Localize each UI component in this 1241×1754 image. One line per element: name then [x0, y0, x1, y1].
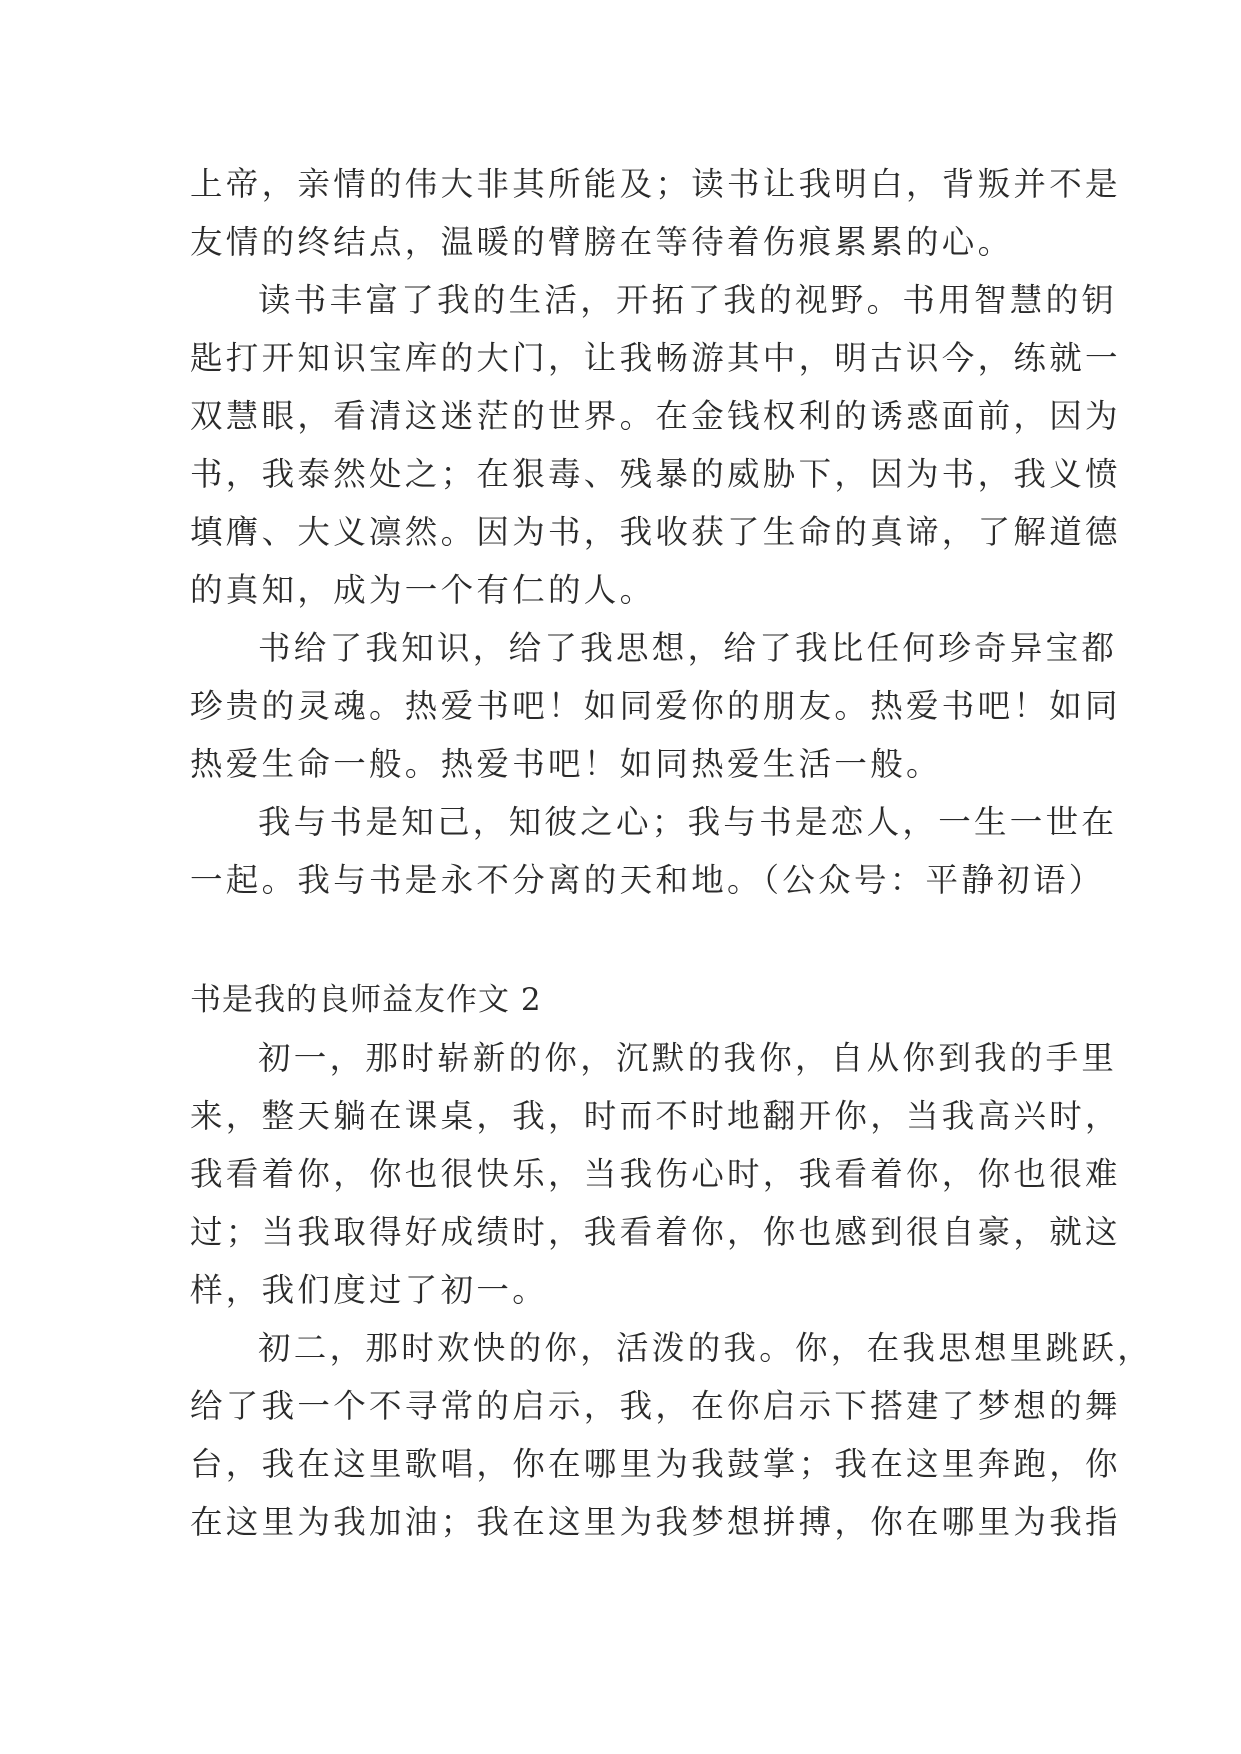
- paragraph-line: 双慧眼，看清这迷茫的世界。在金钱权利的诱惑面前，因为: [190, 397, 1121, 435]
- paragraph-line: 初二，那时欢快的你，活泼的我。你，在我思想里跳跃，: [258, 1329, 1154, 1367]
- section-heading: 书是我的良师益友作文 2: [190, 982, 542, 1018]
- paragraph-line: 来，整天躺在课桌，我，时而不时地翻开你，当我高兴时，: [190, 1097, 1121, 1135]
- paragraph-line: 初一，那时崭新的你，沉默的我你，自从你到我的手里: [258, 1039, 1118, 1077]
- paragraph-line: 热爱生命一般。热爱书吧！如同热爱生活一般。: [190, 745, 942, 783]
- paragraph-line: 书，我泰然处之；在狠毒、残暴的威胁下，因为书，我义愤: [190, 455, 1121, 493]
- paragraph-line: 一起。我与书是永不分离的天和地。（公众号：平静初语）: [190, 861, 1105, 899]
- paragraph-line: 的真知，成为一个有仁的人。: [190, 571, 656, 609]
- paragraph-line: 书给了我知识，给了我思想，给了我比任何珍奇异宝都: [258, 629, 1118, 667]
- paragraph-line: 台，我在这里歌唱，你在哪里为我鼓掌；我在这里奔跑，你: [190, 1445, 1121, 1483]
- paragraph-line: 珍贵的灵魂。热爱书吧！如同爱你的朋友。热爱书吧！如同: [190, 687, 1121, 725]
- paragraph-line: 读书丰富了我的生活，开拓了我的视野。书用智慧的钥: [258, 281, 1118, 319]
- paragraph-line: 我看着你，你也很快乐，当我伤心时，我看着你，你也很难: [190, 1155, 1121, 1193]
- paragraph-line: 填膺、大义凛然。因为书，我收获了生命的真谛，了解道德: [190, 513, 1121, 551]
- paragraph-line: 样，我们度过了初一。: [190, 1271, 549, 1309]
- paragraph-line: 我与书是知己，知彼之心；我与书是恋人，一生一世在: [258, 803, 1118, 841]
- paragraph-line: 上帝，亲情的伟大非其所能及；读书让我明白，背叛并不是: [190, 165, 1121, 203]
- paragraph-line: 在这里为我加油；我在这里为我梦想拼搏，你在哪里为我指: [190, 1503, 1121, 1541]
- paragraph-line: 友情的终结点，温暖的臂膀在等待着伤痕累累的心。: [190, 223, 1014, 261]
- paragraph-line: 给了我一个不寻常的启示，我，在你启示下搭建了梦想的舞: [190, 1387, 1121, 1425]
- paragraph-line: 匙打开知识宝库的大门，让我畅游其中，明古识今，练就一: [190, 339, 1121, 377]
- paragraph-line: 过；当我取得好成绩时，我看着你，你也感到很自豪，就这: [190, 1213, 1121, 1251]
